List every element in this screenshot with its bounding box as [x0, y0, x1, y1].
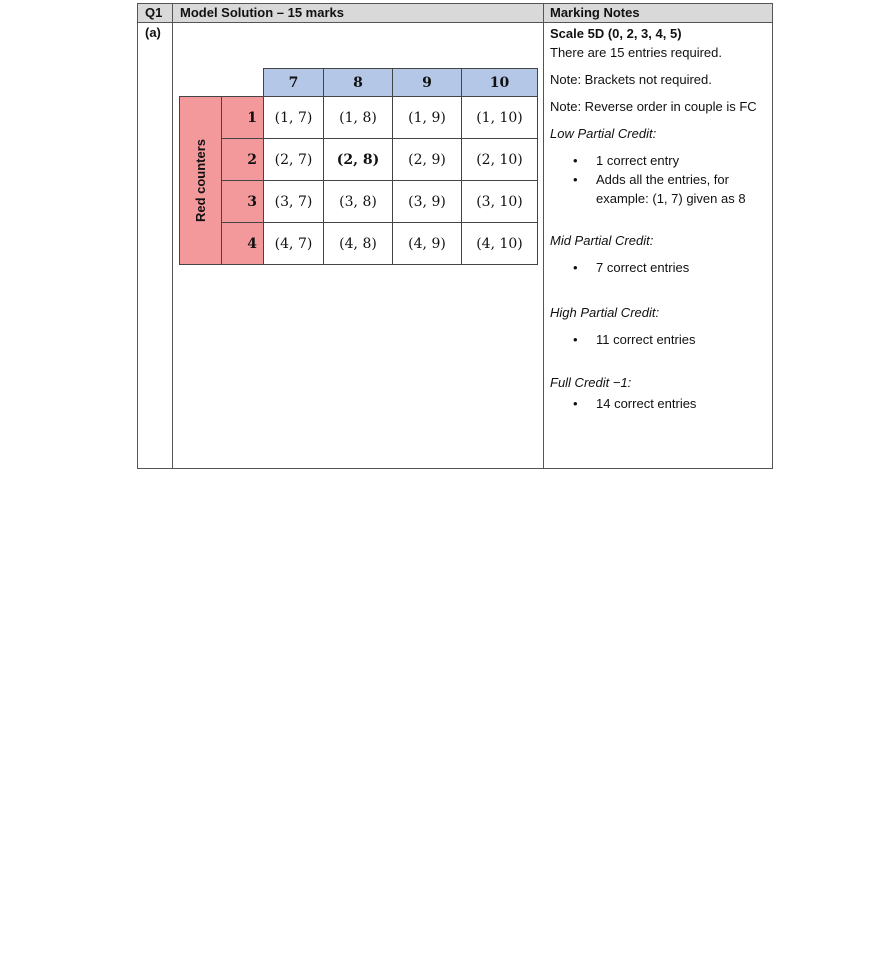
table-cell: (2, 8)	[323, 138, 393, 181]
column-divider	[543, 4, 544, 468]
table-cell: (3, 9)	[392, 180, 462, 223]
row-header: 2	[221, 138, 264, 181]
solution-title: Model Solution – 15 marks	[180, 5, 344, 20]
table-cell: (4, 8)	[323, 222, 393, 265]
entries-required-text: There are 15 entries required.	[550, 45, 722, 60]
list-item: • 14 correct entries	[550, 394, 770, 413]
side-label: Red counters	[193, 138, 209, 223]
column-header: 8	[323, 68, 393, 97]
column-header: 10	[461, 68, 538, 97]
column-header: 7	[263, 68, 324, 97]
table-cell: (1, 7)	[263, 96, 324, 139]
high-credit-list	[550, 330, 770, 349]
row-header: 3	[221, 180, 264, 223]
header-row	[138, 4, 772, 23]
table-cell: (2, 9)	[392, 138, 462, 181]
table-cell: (3, 10)	[461, 180, 538, 223]
marking-scheme-table	[137, 3, 773, 469]
table-cell: (2, 7)	[263, 138, 324, 181]
low-credit-list	[550, 151, 770, 208]
row-header: 4	[221, 222, 264, 265]
notes-title: Marking Notes	[550, 5, 640, 20]
column-header: 9	[392, 68, 462, 97]
table-cell: (2, 10)	[461, 138, 538, 181]
mid-credit-list	[550, 258, 770, 277]
table-cell: (1, 9)	[392, 96, 462, 139]
table-cell: (1, 8)	[323, 96, 393, 139]
part-label: (a)	[145, 25, 161, 40]
low-credit-title: Low Partial Credit:	[550, 126, 657, 141]
scale-text: Scale 5D (0, 2, 3, 4, 5)	[550, 26, 682, 41]
table-cell: (4, 10)	[461, 222, 538, 265]
list-item: • Adds all the entries, for example: (1, 7) given as 8	[550, 170, 770, 208]
high-credit-title: High Partial Credit:	[550, 305, 660, 320]
full-credit-list	[550, 394, 770, 413]
full-credit-title: Full Credit −1:	[550, 375, 632, 390]
table-cell: (3, 7)	[263, 180, 324, 223]
reverse-order-note: Note: Reverse order in couple is FC	[550, 99, 757, 114]
list-item: • 7 correct entries	[550, 258, 770, 277]
mid-credit-title: Mid Partial Credit:	[550, 233, 654, 248]
table-cell: (1, 10)	[461, 96, 538, 139]
question-number: Q1	[145, 5, 163, 20]
side-label-cell	[179, 96, 222, 265]
column-divider	[172, 4, 173, 468]
row-header: 1	[221, 96, 264, 139]
table-cell: (4, 9)	[392, 222, 462, 265]
table-cell: (4, 7)	[263, 222, 324, 265]
marking-notes	[550, 24, 770, 413]
list-item: • 11 correct entries	[550, 330, 770, 349]
list-item: • 1 correct entry	[550, 151, 770, 170]
table-cell: (3, 8)	[323, 180, 393, 223]
brackets-note: Note: Brackets not required.	[550, 72, 712, 87]
